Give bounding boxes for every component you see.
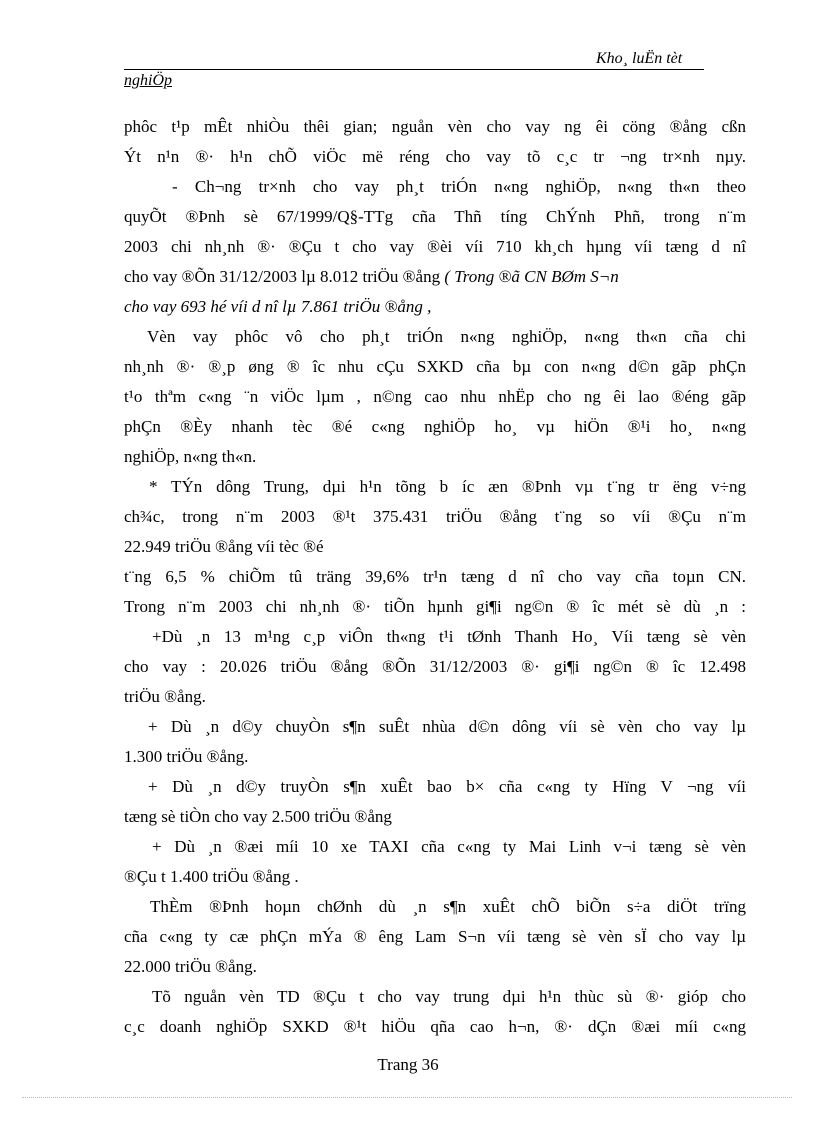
text-line: Ýt n¹n ®· h¹n chÕ viÖc më réng cho vay tõ c¸c tr ¬ng tr×nh nµy. — [124, 147, 746, 166]
page-bottom-divider — [22, 1097, 792, 1098]
text-line: +Dù ¸n 13 m¹ng c¸p viÔn th«ng t¹i tØnh Thanh Ho¸ Víi tæng sè vèn — [152, 627, 746, 646]
text-line: 1.300 triÖu ®ång. — [124, 747, 249, 766]
text-line: nh¸nh ®· ®¸p øng ® îc nhu cÇu SXKD cña bµ con n«ng d©n gãp phÇn — [124, 357, 746, 376]
text-line: tæng sè tiÒn cho vay 2.500 triÖu ®ång — [124, 807, 392, 826]
text-line: 22.000 triÖu ®ång. — [124, 957, 257, 976]
text-line: - Ch¬ng tr×nh cho vay ph¸t triÓn n«ng nghiÖp, n«ng th«n theo — [172, 177, 746, 196]
header-title: Kho¸ luËn tèt — [596, 50, 683, 67]
text-line: phôc t¹p mÊt nhiÒu thêi gian; nguån vèn cho vay ng êi cöng ®ång cßn — [124, 117, 746, 136]
text-line: cho vay 693 hé víi d nî lµ 7.861 triÖu ®ång , — [124, 297, 432, 316]
text-line: Trong n¨m 2003 chi nh¸nh ®· tiÕn hµnh gi¶i ng©n ® îc mét sè dù ¸n : — [124, 597, 746, 616]
text-line: nghiÖp, n«ng th«n. — [124, 447, 257, 466]
page-number: Trang 36 — [377, 1055, 439, 1074]
text-line: + Dù ¸n d©y truyÒn s¶n xuÊt bao b× cña c«ng ty Hïng V ¬ng víi — [148, 777, 746, 796]
header-subtitle: nghiÖp — [124, 72, 172, 89]
text-line: cña c«ng ty cæ phÇn mÝa ® êng Lam S¬n víi tæng sè vèn sÏ cho vay lµ — [124, 927, 746, 946]
text-line: Tõ nguån vèn TD ®Çu t cho vay trung dµi h¹n thùc sù ®· gióp cho — [152, 987, 746, 1006]
text-line: c¸c doanh nghiÖp SXKD ®¹t hiÖu qña cao h¬n, ®· dÇn ®æi míi c«ng — [124, 1017, 746, 1036]
text-segment-italic: ( Trong ®ã CN BØm S¬n — [444, 267, 619, 286]
text-line: + Dù ¸n d©y chuyÒn s¶n suÊt nhùa d©n dông víi sè vèn cho vay lµ — [148, 717, 746, 736]
text-line: triÖu ®ång. — [124, 687, 206, 706]
text-segment: cho vay ®Õn 31/12/2003 lµ 8.012 triÖu ®ång — [124, 267, 445, 286]
text-line: ThÈm ®Þnh hoµn chØnh dù ¸n s¶n xuÊt chÕ biÕn s÷a diÖt trïng — [150, 897, 746, 916]
text-line: 2003 chi nh¸nh ®· ®Çu t cho vay ®èi víi 710 kh¸ch hµng víi tæng d nî — [124, 237, 746, 256]
text-line: ®Çu t 1.400 triÖu ®ång . — [124, 867, 299, 886]
text-line: Vèn vay phôc vô cho ph¸t triÓn n«ng nghiÖp, n«ng th«n cña chi — [147, 327, 746, 346]
header-rule — [124, 69, 704, 70]
text-line: + Dù ¸n ®æi míi 10 xe TAXI cña c«ng ty Mai Linh v¬i tæng sè vèn — [152, 837, 746, 856]
text-line: t¨ng 6,5 % chiÕm tû träng 39,6% tr¹n tæng d nî cho vay cña toµn CN. — [124, 567, 746, 586]
text-line: phÇn ®Èy nhanh tèc ®é c«ng nghiÖp ho¸ vµ hiÖn ®¹i ho¸ n«ng — [124, 417, 746, 436]
text-line: 22.949 triÖu ®ång víi tèc ®é — [124, 537, 324, 556]
text-line: ch¾c, trong n¨m 2003 ®¹t 375.431 triÖu ®ång t¨ng so víi ®Çu n¨m — [124, 507, 746, 526]
text-line: * TÝn dông Trung, dµi h¹n tõng b íc æn ®Þnh vµ t¨ng tr ëng v÷ng — [149, 477, 746, 496]
text-line: t¹o thªm c«ng ¨n viÖc lµm , n©ng cao nhu nhËp cho ng êi lao ®éng gãp — [124, 387, 746, 406]
text-line: cho vay : 20.026 triÖu ®ång ®Õn 31/12/2003 ®· gi¶i ng©n ® îc 12.498 — [124, 657, 746, 676]
text-line — [124, 267, 746, 287]
text-line: quyÕt ®Þnh sè 67/1999/Q§-TTg cña Thñ tíng ChÝnh Phñ, trong n¨m — [124, 207, 746, 226]
